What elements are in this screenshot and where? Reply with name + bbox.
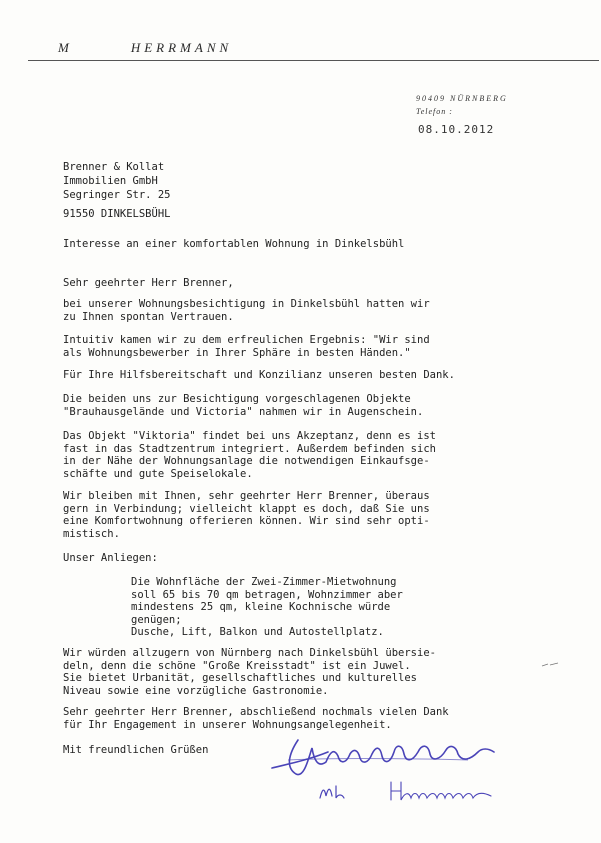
paragraph-line: als Wohnungsbewerber in Ihrer Sphäre in besten Händen." [63, 346, 411, 359]
paragraph-line: "Brauhausgelände und Victoria" nahmen wir in Augenschein. [63, 405, 424, 418]
concern-label: Unser Anliegen: [63, 552, 158, 564]
letterhead-rule [28, 60, 599, 61]
paragraph-line: in der Nähe der Wohnungsanlage die notwendigen Einkaufsge- [63, 455, 430, 467]
handwritten-initials [318, 782, 348, 802]
paragraph-6 [63, 490, 430, 540]
concern-list [131, 576, 403, 639]
paragraph-1 [63, 298, 430, 323]
recipient-address [63, 160, 170, 221]
paragraph-line: deln, denn die schöne "Große Kreisstadt" ist ein Juwel. [63, 659, 411, 672]
letterhead-name: HERRMANN [130, 40, 233, 55]
paragraph-line: Wir würden allzugern von Nürnberg nach Dinkelsbühl übersie- [63, 647, 436, 659]
letter-salutation: Sehr geehrter Herr Brenner, [63, 277, 234, 289]
recipient-line: Immobilien GmbH [63, 175, 158, 187]
paragraph-line: für Ihr Engagement in unserer Wohnungsangelegenheit. [63, 718, 392, 731]
recipient-line: Segringer Str. 25 [63, 189, 171, 201]
paragraph-line: Für Ihre Hilfsbereitschaft und Konzilianz unseren besten Dank. [63, 369, 455, 381]
sender-phone-label: Telefon : [416, 107, 453, 116]
paragraph-line: mistisch. [63, 527, 120, 540]
paragraph-line: bei unserer Wohnungsbesichtigung in Dinkelsbühl hatten wir [63, 298, 430, 310]
paragraph-7 [63, 647, 436, 697]
paragraph-8 [63, 706, 449, 731]
paragraph-line: Das Objekt "Viktoria" findet bei uns Akzeptanz, denn es ist [63, 430, 436, 442]
paragraph-line: Intuitiv kamen wir zu dem erfreulichen Ergebnis: "Wir sind [63, 334, 430, 346]
paragraph-line: schäfte und gute Speiselokale. [63, 467, 253, 480]
sender-city: 90409 NÜRNBERG [416, 94, 508, 103]
paragraph-5 [63, 430, 436, 480]
letter-closing: Mit freundlichen Grüßen [63, 744, 209, 756]
concern-line: genügen; [131, 613, 182, 626]
paragraph-line: Sie bietet Urbanität, gesellschaftliches und kulturelles [63, 672, 418, 684]
concern-line: mindestens 25 qm, kleine Kochnische würde [131, 601, 391, 613]
letter-subject: Interesse an einer komfortablen Wohnung in Dinkelsbühl [63, 238, 405, 250]
paragraph-line: zu Ihnen spontan Vertrauen. [63, 310, 234, 323]
paragraph-line: Wir bleiben mit Ihnen, sehr geehrter Herr Brenner, überaus [63, 490, 430, 502]
letterhead [58, 40, 232, 56]
paragraph-line: Die beiden uns zur Besichtigung vorgeschlagenen Objekte [63, 393, 411, 405]
paragraph-line: fast in das Stadtzentrum integriert. Außerdem befinden sich [63, 442, 436, 455]
recipient-city-line: 91550 DINKELSBÜHL [63, 208, 171, 220]
paragraph-line: gern in Verbindung; vielleicht klappt es doch, daß Sie uns [63, 502, 430, 515]
paragraph-2 [63, 334, 430, 359]
letterhead-initial: M [58, 40, 73, 55]
handwritten-name [387, 778, 497, 804]
paragraph-4 [63, 393, 423, 418]
concern-line: Die Wohnfläche der Zwei-Zimmer-Mietwohnung [131, 576, 397, 588]
paragraph-line: Sehr geehrter Herr Brenner, abschließend nochmals vielen Dank [63, 706, 449, 718]
letter-date: 08.10.2012 [418, 123, 495, 136]
concern-line: Dusche, Lift, Balkon und Autostellplatz. [131, 626, 384, 638]
paragraph-3 [63, 369, 455, 382]
handwritten-signature [268, 730, 498, 780]
concern-line: soll 65 bis 70 qm betragen, Wohnzimmer aber [131, 588, 403, 601]
paragraph-line: Niveau sowie eine vorzügliche Gastronomie. [63, 684, 329, 697]
margin-mark [540, 660, 560, 670]
paragraph-line: eine Komfortwohnung offerieren können. Wir sind sehr opti- [63, 515, 430, 527]
recipient-line: Brenner & Kollat [63, 161, 165, 173]
